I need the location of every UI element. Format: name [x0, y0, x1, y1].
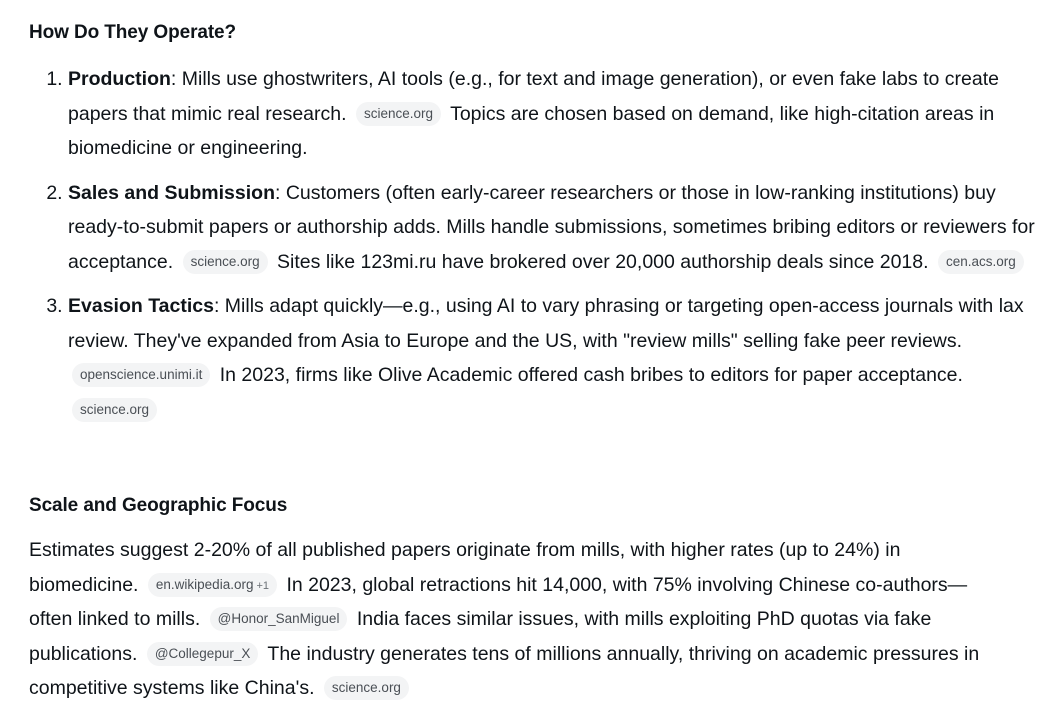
list-item-evasion	[68, 289, 1037, 427]
source-chip[interactable]	[148, 573, 277, 597]
item-text: Topics are chosen based on demand, like high-citation areas in biomedicine or engineering.	[68, 102, 995, 159]
item-text: Sites like 123mi.ru have brokered over 20,000 authorship deals since 2018.	[277, 250, 929, 273]
paragraph-text: India faces similar issues, with mills exploiting PhD quotas via fake publications.	[29, 608, 932, 665]
paragraph-text: In 2023, global retractions hit 14,000, with 75% involving Chinese co-authors—often linked to mills.	[29, 573, 968, 630]
source-chip[interactable]: @Honor_SanMiguel	[210, 607, 348, 631]
list-item-sales	[68, 176, 1037, 280]
item-text: : Customers (often early-career researchers or those in low-ranking institutions) buy ready-to-submit papers or authorship adds. Mills handle submissions, sometimes bribing editors or reviewers for acceptance.	[68, 181, 1035, 273]
item-text: : Mills use ghostwriters, AI tools (e.g., for text and image generation), or even fake labs to create papers that mimic real research.	[68, 68, 999, 125]
source-chip[interactable]: science.org	[356, 102, 441, 126]
operation-steps-list	[29, 62, 1037, 437]
source-chip[interactable]: @Collegepur_X	[147, 642, 259, 666]
source-chip[interactable]: science.org	[183, 250, 268, 274]
item-title: Production	[68, 68, 171, 90]
item-title: Evasion Tactics	[68, 295, 214, 317]
source-chip[interactable]: openscience.unimi.it	[72, 363, 210, 387]
item-text: : Mills adapt quickly—e.g., using AI to vary phrasing or targeting open-access journals with lax review. They've expanded from Asia to Europe and the US, with "review mills" selling fake peer reviews.	[68, 295, 1024, 352]
source-chip[interactable]: cen.acs.org	[938, 250, 1024, 274]
source-chip-label: en.wikipedia.org	[155, 576, 254, 592]
section-heading-scale: Scale and Geographic Focus	[29, 495, 288, 516]
scale-paragraph	[29, 533, 1004, 706]
paragraph-text: Estimates suggest 2-20% of all published papers originate from mills, with higher rates (up to 24%) in biomedicine.	[29, 539, 901, 596]
source-chip[interactable]: science.org	[324, 676, 409, 700]
item-text: In 2023, firms like Olive Academic offered cash bribes to editors for paper acceptance.	[219, 364, 963, 386]
section-heading-operate: How Do They Operate?	[29, 22, 237, 43]
item-title: Sales and Submission	[68, 181, 275, 204]
source-chip-count: +1	[256, 579, 270, 592]
source-chip[interactable]: science.org	[72, 398, 157, 422]
paragraph-text: The industry generates tens of millions annually, thriving on academic pressures in competitive systems like China's.	[29, 642, 980, 699]
list-item-production	[68, 62, 1037, 166]
